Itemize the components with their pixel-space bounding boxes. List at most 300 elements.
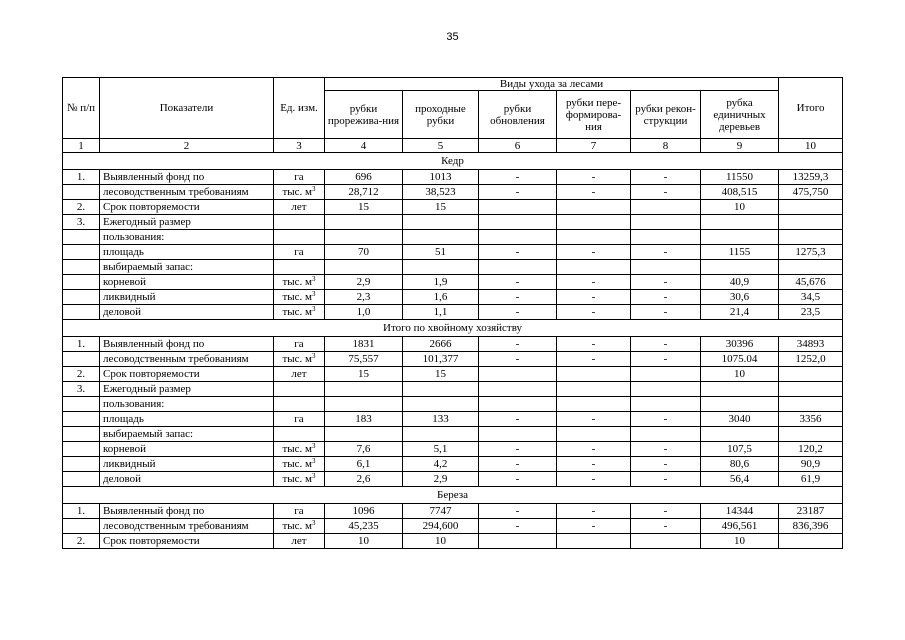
value-cell: - bbox=[631, 275, 701, 290]
unit-label: тыс. м bbox=[282, 473, 313, 485]
value-cell bbox=[631, 427, 701, 442]
value-cell bbox=[631, 367, 701, 382]
indicator-cell: пользования: bbox=[100, 397, 274, 412]
unit-label: тыс. м bbox=[282, 306, 313, 318]
table-row bbox=[63, 382, 843, 397]
total-cell: 836,396 bbox=[779, 519, 843, 534]
row-number: 2. bbox=[63, 367, 100, 382]
value-cell: 496,561 bbox=[701, 519, 779, 534]
table-row bbox=[63, 504, 843, 519]
section-row bbox=[63, 153, 843, 170]
row-number bbox=[63, 245, 100, 260]
column-number: 9 bbox=[701, 139, 779, 153]
value-cell: 80,6 bbox=[701, 457, 779, 472]
unit-exponent: 3 bbox=[312, 275, 316, 283]
value-cell: 183 bbox=[325, 412, 403, 427]
value-cell: - bbox=[557, 245, 631, 260]
value-cell bbox=[479, 200, 557, 215]
table-row bbox=[63, 305, 843, 320]
row-number bbox=[63, 230, 100, 245]
unit-cell bbox=[274, 397, 325, 412]
value-cell: 1096 bbox=[325, 504, 403, 519]
column-number: 2 bbox=[100, 139, 274, 153]
section-title: Итого по хвойному хозяйству bbox=[63, 320, 843, 337]
row-number: 2. bbox=[63, 200, 100, 215]
value-cell bbox=[403, 260, 479, 275]
indicator-cell: ликвидный bbox=[100, 290, 274, 305]
unit-cell bbox=[274, 504, 325, 519]
value-cell: 75,557 bbox=[325, 352, 403, 367]
unit-label: лет bbox=[291, 368, 307, 380]
value-cell: - bbox=[557, 290, 631, 305]
value-cell: 1,6 bbox=[403, 290, 479, 305]
value-cell: 133 bbox=[403, 412, 479, 427]
value-cell: 10 bbox=[701, 534, 779, 549]
value-cell: 28,712 bbox=[325, 185, 403, 200]
value-cell: 7,6 bbox=[325, 442, 403, 457]
value-cell: - bbox=[557, 412, 631, 427]
unit-cell bbox=[274, 472, 325, 487]
indicator-cell: деловой bbox=[100, 305, 274, 320]
indicator-cell: Выявленный фонд по bbox=[100, 170, 274, 185]
total-cell bbox=[779, 534, 843, 549]
total-cell: 475,750 bbox=[779, 185, 843, 200]
unit-exponent: 3 bbox=[312, 442, 316, 450]
unit-exponent: 3 bbox=[312, 185, 316, 193]
value-cell: - bbox=[557, 305, 631, 320]
value-cell: 4,2 bbox=[403, 457, 479, 472]
value-cell: 1,0 bbox=[325, 305, 403, 320]
value-cell: - bbox=[631, 472, 701, 487]
unit-label: лет bbox=[291, 535, 307, 547]
header-col-indicators: Показатели bbox=[100, 78, 274, 139]
table-row bbox=[63, 290, 843, 305]
column-number: 1 bbox=[63, 139, 100, 153]
page-number: 35 bbox=[446, 31, 459, 43]
value-cell: - bbox=[479, 472, 557, 487]
unit-exponent: 3 bbox=[312, 472, 316, 480]
unit-label: га bbox=[294, 413, 304, 425]
section-title: Кедр bbox=[63, 153, 843, 170]
unit-cell bbox=[274, 275, 325, 290]
total-cell: 23187 bbox=[779, 504, 843, 519]
unit-label: тыс. м bbox=[282, 276, 313, 288]
total-cell: 13259,3 bbox=[779, 170, 843, 185]
value-cell bbox=[479, 427, 557, 442]
value-cell bbox=[701, 397, 779, 412]
value-cell bbox=[701, 215, 779, 230]
value-cell: 10 bbox=[701, 367, 779, 382]
value-cell bbox=[631, 200, 701, 215]
value-cell: - bbox=[557, 185, 631, 200]
indicator-cell: Срок повторяемости bbox=[100, 200, 274, 215]
value-cell bbox=[631, 397, 701, 412]
total-cell bbox=[779, 382, 843, 397]
value-cell bbox=[631, 215, 701, 230]
column-number-row bbox=[63, 139, 843, 153]
value-cell: 1013 bbox=[403, 170, 479, 185]
value-cell: 1155 bbox=[701, 245, 779, 260]
table-row bbox=[63, 170, 843, 185]
value-cell: 38,523 bbox=[403, 185, 479, 200]
value-cell: 101,377 bbox=[403, 352, 479, 367]
value-cell: - bbox=[631, 170, 701, 185]
forest-care-table bbox=[62, 77, 843, 549]
header-single-tree: рубка единичных деревьев bbox=[701, 91, 779, 139]
value-cell bbox=[557, 397, 631, 412]
unit-cell bbox=[274, 427, 325, 442]
value-cell: 107,5 bbox=[701, 442, 779, 457]
value-cell: 6,1 bbox=[325, 457, 403, 472]
unit-label: га bbox=[294, 505, 304, 517]
indicator-cell: Срок повторяемости bbox=[100, 534, 274, 549]
value-cell: - bbox=[557, 504, 631, 519]
table-row bbox=[63, 412, 843, 427]
indicator-cell: площадь bbox=[100, 245, 274, 260]
value-cell: - bbox=[631, 185, 701, 200]
indicator-cell: выбираемый запас: bbox=[100, 260, 274, 275]
value-cell: - bbox=[631, 245, 701, 260]
indicator-cell: Ежегодный размер bbox=[100, 215, 274, 230]
value-cell: 3040 bbox=[701, 412, 779, 427]
value-cell bbox=[325, 215, 403, 230]
unit-cell bbox=[274, 290, 325, 305]
unit-cell bbox=[274, 442, 325, 457]
value-cell bbox=[479, 534, 557, 549]
table-row bbox=[63, 427, 843, 442]
unit-label: лет bbox=[291, 201, 307, 213]
total-cell: 23,5 bbox=[779, 305, 843, 320]
total-cell bbox=[779, 215, 843, 230]
unit-label: тыс. м bbox=[282, 458, 313, 470]
indicator-cell: деловой bbox=[100, 472, 274, 487]
value-cell: 30,6 bbox=[701, 290, 779, 305]
value-cell: 1831 bbox=[325, 337, 403, 352]
table-row bbox=[63, 534, 843, 549]
value-cell: 10 bbox=[701, 200, 779, 215]
value-cell: - bbox=[557, 352, 631, 367]
value-cell bbox=[479, 260, 557, 275]
value-cell: 45,235 bbox=[325, 519, 403, 534]
value-cell bbox=[325, 382, 403, 397]
unit-label: тыс. м bbox=[282, 186, 313, 198]
column-number: 5 bbox=[403, 139, 479, 153]
row-number: 1. bbox=[63, 337, 100, 352]
value-cell: - bbox=[479, 170, 557, 185]
row-number bbox=[63, 397, 100, 412]
unit-label: га bbox=[294, 338, 304, 350]
row-number bbox=[63, 472, 100, 487]
unit-exponent: 3 bbox=[312, 352, 316, 360]
unit-exponent: 3 bbox=[312, 290, 316, 298]
indicator-cell: пользования: bbox=[100, 230, 274, 245]
value-cell bbox=[701, 260, 779, 275]
unit-cell bbox=[274, 305, 325, 320]
value-cell: - bbox=[479, 352, 557, 367]
indicator-cell: лесоводственным требованиям bbox=[100, 352, 274, 367]
indicator-cell: выбираемый запас: bbox=[100, 427, 274, 442]
indicator-cell: Выявленный фонд по bbox=[100, 337, 274, 352]
value-cell: 40,9 bbox=[701, 275, 779, 290]
header-commercial-thinning: проходные рубки bbox=[403, 91, 479, 139]
column-number: 3 bbox=[274, 139, 325, 153]
header-renewal: рубки обновления bbox=[479, 91, 557, 139]
table-row bbox=[63, 230, 843, 245]
value-cell: - bbox=[479, 245, 557, 260]
value-cell: - bbox=[631, 305, 701, 320]
value-cell: 2666 bbox=[403, 337, 479, 352]
header-col-num: № п/п bbox=[63, 78, 100, 139]
total-cell: 90,9 bbox=[779, 457, 843, 472]
value-cell: 15 bbox=[325, 367, 403, 382]
value-cell bbox=[403, 427, 479, 442]
header-col-total: Итого bbox=[779, 78, 843, 139]
value-cell bbox=[557, 260, 631, 275]
value-cell bbox=[557, 230, 631, 245]
column-number: 4 bbox=[325, 139, 403, 153]
table-header bbox=[63, 78, 843, 153]
value-cell: - bbox=[631, 519, 701, 534]
unit-label: тыс. м bbox=[282, 291, 313, 303]
value-cell: 10 bbox=[325, 534, 403, 549]
header-col-unit: Ед. изм. bbox=[274, 78, 325, 139]
value-cell: - bbox=[557, 275, 631, 290]
value-cell bbox=[403, 397, 479, 412]
total-cell: 1275,3 bbox=[779, 245, 843, 260]
value-cell bbox=[557, 367, 631, 382]
value-cell: 2,9 bbox=[403, 472, 479, 487]
value-cell bbox=[557, 215, 631, 230]
value-cell: - bbox=[479, 412, 557, 427]
value-cell: 5,1 bbox=[403, 442, 479, 457]
indicator-cell: лесоводственным требованиям bbox=[100, 185, 274, 200]
row-number bbox=[63, 185, 100, 200]
section-row bbox=[63, 320, 843, 337]
unit-label: га bbox=[294, 171, 304, 183]
value-cell bbox=[701, 382, 779, 397]
column-number: 8 bbox=[631, 139, 701, 153]
indicator-cell: Выявленный фонд по bbox=[100, 504, 274, 519]
row-number bbox=[63, 275, 100, 290]
table-row bbox=[63, 519, 843, 534]
row-number bbox=[63, 427, 100, 442]
value-cell: 70 bbox=[325, 245, 403, 260]
unit-cell bbox=[274, 337, 325, 352]
value-cell bbox=[325, 230, 403, 245]
column-number: 7 bbox=[557, 139, 631, 153]
value-cell: 14344 bbox=[701, 504, 779, 519]
value-cell bbox=[557, 200, 631, 215]
total-cell: 45,676 bbox=[779, 275, 843, 290]
value-cell bbox=[631, 230, 701, 245]
unit-cell bbox=[274, 352, 325, 367]
indicator-cell: ликвидный bbox=[100, 457, 274, 472]
value-cell: - bbox=[631, 457, 701, 472]
unit-cell bbox=[274, 534, 325, 549]
table-row bbox=[63, 352, 843, 367]
section-title: Береза bbox=[63, 487, 843, 504]
row-number: 1. bbox=[63, 170, 100, 185]
unit-exponent: 3 bbox=[312, 519, 316, 527]
value-cell bbox=[403, 230, 479, 245]
value-cell bbox=[557, 534, 631, 549]
value-cell: 15 bbox=[403, 367, 479, 382]
value-cell: 2,6 bbox=[325, 472, 403, 487]
total-cell: 3356 bbox=[779, 412, 843, 427]
table-row bbox=[63, 200, 843, 215]
value-cell: - bbox=[557, 170, 631, 185]
table-row bbox=[63, 442, 843, 457]
value-cell: 7747 bbox=[403, 504, 479, 519]
unit-cell bbox=[274, 382, 325, 397]
value-cell bbox=[403, 215, 479, 230]
value-cell bbox=[479, 397, 557, 412]
value-cell: - bbox=[479, 504, 557, 519]
indicator-cell: корневой bbox=[100, 275, 274, 290]
total-cell: 61,9 bbox=[779, 472, 843, 487]
value-cell: - bbox=[479, 337, 557, 352]
value-cell: 294,600 bbox=[403, 519, 479, 534]
row-number bbox=[63, 457, 100, 472]
table-body bbox=[63, 153, 843, 549]
unit-cell bbox=[274, 245, 325, 260]
section-row bbox=[63, 487, 843, 504]
total-cell: 34893 bbox=[779, 337, 843, 352]
row-number bbox=[63, 260, 100, 275]
value-cell: 21,4 bbox=[701, 305, 779, 320]
table-row bbox=[63, 245, 843, 260]
table-row bbox=[63, 185, 843, 200]
unit-cell bbox=[274, 185, 325, 200]
value-cell: - bbox=[479, 519, 557, 534]
value-cell bbox=[325, 260, 403, 275]
unit-cell bbox=[274, 200, 325, 215]
value-cell: - bbox=[479, 457, 557, 472]
value-cell bbox=[479, 230, 557, 245]
value-cell: - bbox=[557, 472, 631, 487]
unit-cell bbox=[274, 215, 325, 230]
value-cell bbox=[631, 534, 701, 549]
row-number: 3. bbox=[63, 382, 100, 397]
value-cell bbox=[325, 397, 403, 412]
table-row bbox=[63, 215, 843, 230]
value-cell: 2,3 bbox=[325, 290, 403, 305]
value-cell: - bbox=[631, 442, 701, 457]
table-row bbox=[63, 275, 843, 290]
value-cell bbox=[701, 230, 779, 245]
value-cell bbox=[631, 260, 701, 275]
value-cell: 2,9 bbox=[325, 275, 403, 290]
value-cell: 15 bbox=[403, 200, 479, 215]
value-cell: - bbox=[479, 275, 557, 290]
indicator-cell: площадь bbox=[100, 412, 274, 427]
value-cell: - bbox=[557, 337, 631, 352]
value-cell bbox=[325, 427, 403, 442]
unit-cell bbox=[274, 367, 325, 382]
value-cell: 408,515 bbox=[701, 185, 779, 200]
value-cell bbox=[479, 367, 557, 382]
indicator-cell: корневой bbox=[100, 442, 274, 457]
row-number: 2. bbox=[63, 534, 100, 549]
value-cell bbox=[557, 427, 631, 442]
value-cell bbox=[557, 382, 631, 397]
value-cell: 10 bbox=[403, 534, 479, 549]
value-cell bbox=[479, 215, 557, 230]
column-number: 10 bbox=[779, 139, 843, 153]
row-number bbox=[63, 442, 100, 457]
value-cell bbox=[403, 382, 479, 397]
unit-label: тыс. м bbox=[282, 443, 313, 455]
unit-exponent: 3 bbox=[312, 457, 316, 465]
value-cell: - bbox=[631, 504, 701, 519]
indicator-cell: Ежегодный размер bbox=[100, 382, 274, 397]
header-reformation: рубки пере-формирова-ния bbox=[557, 91, 631, 139]
value-cell: - bbox=[557, 519, 631, 534]
value-cell: 1,9 bbox=[403, 275, 479, 290]
total-cell bbox=[779, 427, 843, 442]
value-cell: 56,4 bbox=[701, 472, 779, 487]
value-cell bbox=[631, 382, 701, 397]
value-cell: 1,1 bbox=[403, 305, 479, 320]
value-cell: - bbox=[631, 352, 701, 367]
value-cell: 15 bbox=[325, 200, 403, 215]
indicator-cell: Срок повторяемости bbox=[100, 367, 274, 382]
value-cell: 11550 bbox=[701, 170, 779, 185]
table-row bbox=[63, 457, 843, 472]
unit-cell bbox=[274, 260, 325, 275]
value-cell: 696 bbox=[325, 170, 403, 185]
row-number bbox=[63, 305, 100, 320]
value-cell: - bbox=[631, 412, 701, 427]
unit-exponent: 3 bbox=[312, 305, 316, 313]
unit-label: тыс. м bbox=[282, 520, 313, 532]
total-cell bbox=[779, 367, 843, 382]
unit-cell bbox=[274, 170, 325, 185]
table-row bbox=[63, 337, 843, 352]
table-row bbox=[63, 397, 843, 412]
value-cell: - bbox=[557, 442, 631, 457]
header-group-care-types: Виды ухода за лесами bbox=[325, 78, 779, 91]
header-thinning: рубки прорежива-ния bbox=[325, 91, 403, 139]
row-number bbox=[63, 519, 100, 534]
unit-label: тыс. м bbox=[282, 353, 313, 365]
total-cell bbox=[779, 397, 843, 412]
value-cell: - bbox=[631, 337, 701, 352]
total-cell: 120,2 bbox=[779, 442, 843, 457]
value-cell: 30396 bbox=[701, 337, 779, 352]
unit-cell bbox=[274, 457, 325, 472]
value-cell: - bbox=[631, 290, 701, 305]
value-cell: - bbox=[479, 290, 557, 305]
row-number: 3. bbox=[63, 215, 100, 230]
total-cell bbox=[779, 230, 843, 245]
unit-cell bbox=[274, 412, 325, 427]
indicator-cell: лесоводственным требованиям bbox=[100, 519, 274, 534]
total-cell bbox=[779, 200, 843, 215]
table-row bbox=[63, 367, 843, 382]
column-number: 6 bbox=[479, 139, 557, 153]
row-number bbox=[63, 352, 100, 367]
row-number bbox=[63, 290, 100, 305]
value-cell: - bbox=[557, 457, 631, 472]
unit-cell bbox=[274, 230, 325, 245]
row-number: 1. bbox=[63, 504, 100, 519]
value-cell: 1075.04 bbox=[701, 352, 779, 367]
unit-cell bbox=[274, 519, 325, 534]
value-cell: - bbox=[479, 185, 557, 200]
value-cell: - bbox=[479, 442, 557, 457]
row-number bbox=[63, 412, 100, 427]
